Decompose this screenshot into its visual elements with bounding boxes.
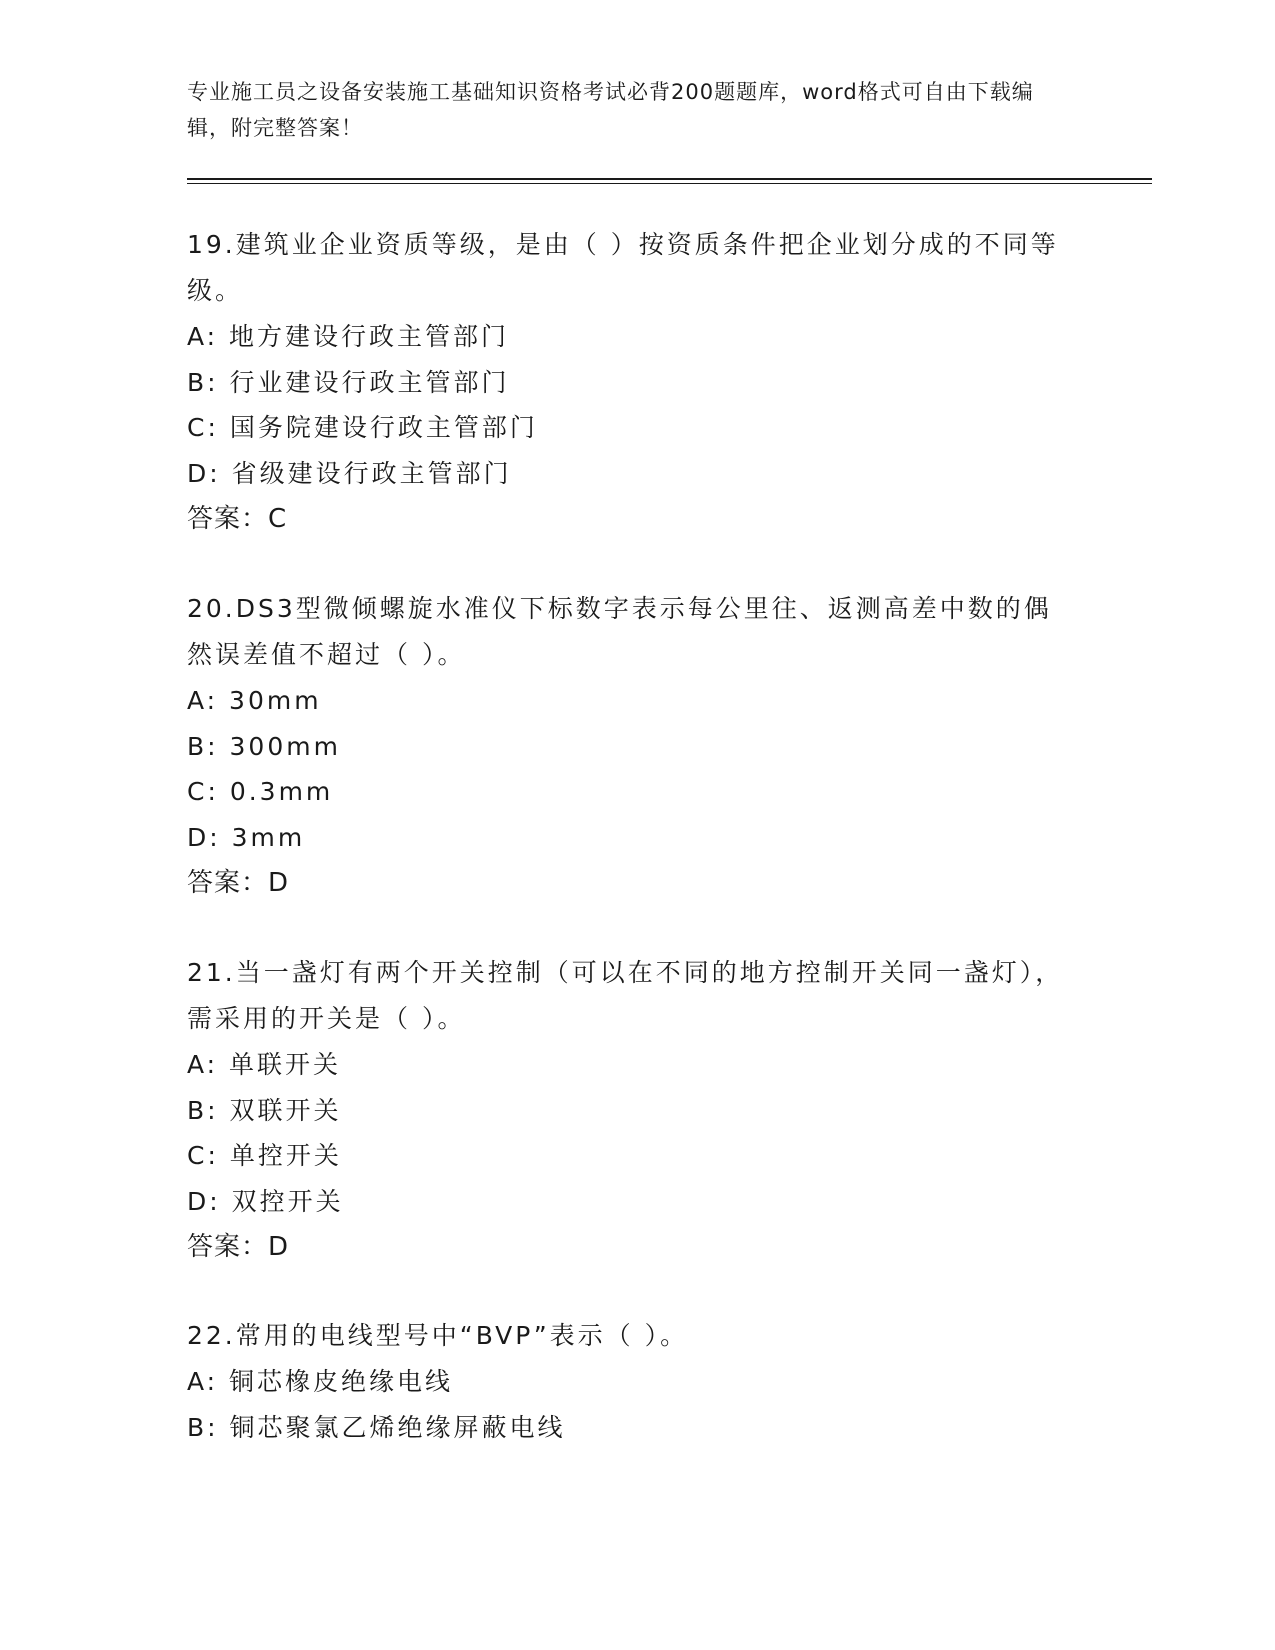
question-20 bbox=[187, 586, 1067, 906]
option-c: C: 单控开关 bbox=[187, 1141, 342, 1170]
question-stem: 22.常用的电线型号中“BVP”表示（ ）。 bbox=[187, 1321, 689, 1350]
option-d: D: 省级建设行政主管部门 bbox=[187, 458, 512, 488]
question-22 bbox=[187, 1313, 1067, 1450]
answer: 答案：D bbox=[187, 1232, 290, 1262]
option-c: C: 国务院建设行政主管部门 bbox=[187, 413, 538, 442]
option-a: A: 30mm bbox=[187, 686, 322, 715]
option-b: B: 铜芯聚氯乙烯绝缘屏蔽电线 bbox=[187, 1412, 566, 1442]
option-d: D: 3mm bbox=[187, 822, 306, 852]
header-divider-thin bbox=[187, 183, 1152, 184]
question-stem: 19.建筑业企业资质等级，是由（ ）按资质条件把企业划分成的不同等级。 bbox=[187, 230, 1059, 305]
header-divider-thick bbox=[187, 178, 1152, 180]
question-19 bbox=[187, 222, 1067, 542]
document-header: 专业施工员之设备安装施工基础知识资格考试必背200题题库，word格式可自由下载编辑，附完整答案！ bbox=[187, 80, 1034, 140]
question-stem: 21.当一盏灯有两个开关控制（可以在不同的地方控制开关同一盏灯），需采用的开关是（ ）。 bbox=[187, 958, 1064, 1033]
question-stem: 20.DS3型微倾螺旋水准仪下标数字表示每公里往、返测高差中数的偶然误差值不超过（ ）。 bbox=[187, 594, 1052, 669]
option-a: A: 铜芯橡皮绝缘电线 bbox=[187, 1367, 454, 1396]
option-b: B: 行业建设行政主管部门 bbox=[187, 367, 510, 397]
answer: 答案：D bbox=[187, 868, 290, 898]
answer: 答案：C bbox=[187, 504, 288, 534]
option-c: C: 0.3mm bbox=[187, 777, 334, 806]
option-b: B: 双联开关 bbox=[187, 1095, 342, 1125]
question-21 bbox=[187, 950, 1067, 1270]
option-a: A: 单联开关 bbox=[187, 1050, 342, 1079]
document-page bbox=[187, 0, 1152, 1650]
option-b: B: 300mm bbox=[187, 731, 341, 761]
option-d: D: 双控开关 bbox=[187, 1186, 344, 1216]
option-a: A: 地方建设行政主管部门 bbox=[187, 322, 510, 351]
